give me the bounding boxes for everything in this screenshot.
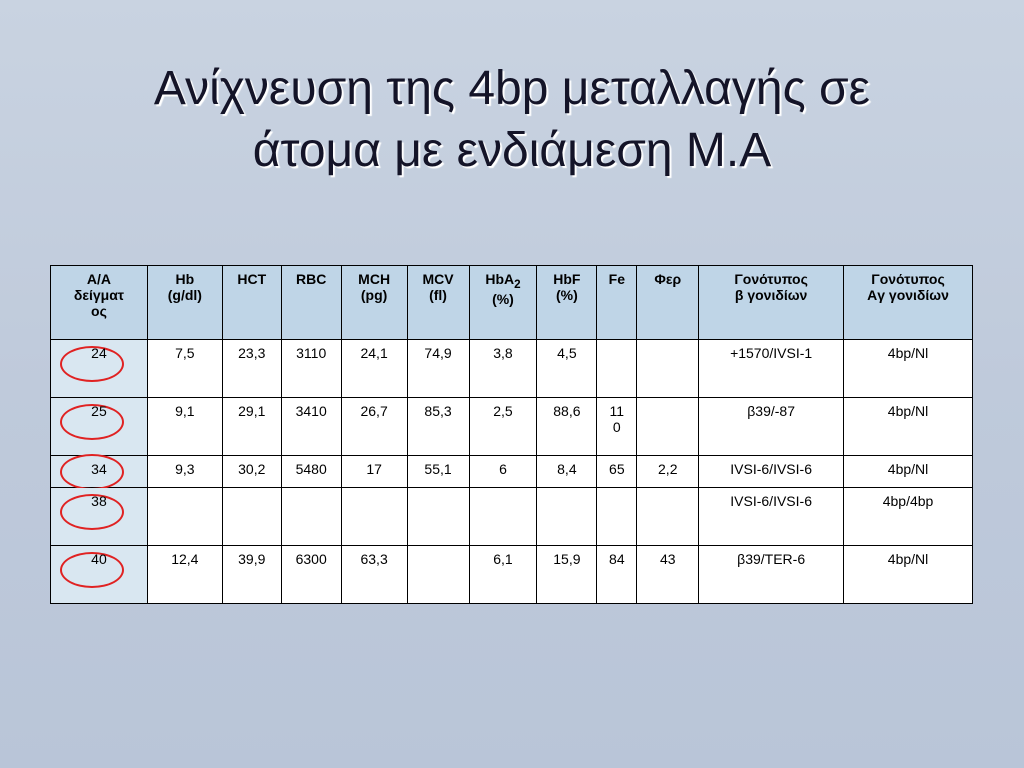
slide-title-line-2: άτομα με ενδιάμεση Μ.Α: [252, 124, 772, 177]
cell-fe-line-1: 84: [609, 551, 625, 567]
slide-title-line-1: Ανίχνευση της 4bp μεταλλαγής σε: [153, 62, 871, 115]
header-aa-line-3: ος: [91, 303, 107, 319]
cell-hb: 12,4: [147, 546, 222, 604]
header-hb-line-2: (g/dl): [167, 287, 202, 303]
header-hb: [147, 266, 222, 340]
header-mcv: [407, 266, 469, 340]
cell-hb: 7,5: [147, 340, 222, 398]
cell-hbf: [537, 488, 597, 546]
cell-mcv: [407, 488, 469, 546]
header-beta-line-1: Γονότυπος: [734, 271, 808, 287]
header-beta-line-2: β γονιδίων: [734, 287, 808, 303]
cell-fer: 2,2: [637, 456, 699, 488]
cell-mch: [341, 488, 407, 546]
cell-mch: 17: [341, 456, 407, 488]
header-hba2: [469, 266, 537, 340]
cell-hba2: [469, 488, 537, 546]
header-row: [51, 266, 973, 340]
cell-mch: 26,7: [341, 398, 407, 456]
cell-aa: [51, 456, 148, 488]
cell-aa: [51, 340, 148, 398]
cell-hct: 39,9: [222, 546, 281, 604]
cell-mcv: 55,1: [407, 456, 469, 488]
cell-rbc: 3410: [281, 398, 341, 456]
header-mcv-line-1: MCV: [422, 271, 454, 287]
header-hba2-main: HbA: [485, 271, 515, 287]
cell-beta-genotype: +1570/IVSI-1: [699, 340, 844, 398]
cell-aa-value: 40: [91, 551, 107, 567]
cell-agamma-genotype: 4bp/4bp: [844, 488, 973, 546]
cell-hbf: 15,9: [537, 546, 597, 604]
header-hbf-line-2: (%): [555, 287, 578, 303]
header-mch-line-2: (pg): [360, 287, 388, 303]
cell-rbc: [281, 488, 341, 546]
cell-agamma-genotype: 4bp/Nl: [844, 546, 973, 604]
cell-fe: [597, 398, 637, 456]
cell-mcv: 74,9: [407, 340, 469, 398]
cell-fe-line-1: 11: [609, 403, 625, 419]
header-aa-line-1: Α/Α: [86, 271, 111, 287]
data-table: [50, 265, 973, 604]
header-hb-line-1: Hb: [175, 271, 195, 287]
header-hba2-subscript: 2: [514, 277, 521, 291]
cell-mcv: [407, 546, 469, 604]
header-agamma-line-1: Γονότυπος: [871, 271, 945, 287]
header-hbf: [537, 266, 597, 340]
table-row: [51, 398, 973, 456]
header-beta-genotype: [699, 266, 844, 340]
cell-fe-line-1: 65: [609, 461, 625, 477]
header-mcv-line-2: (fl): [429, 287, 447, 303]
cell-hbf: 8,4: [537, 456, 597, 488]
cell-hct: 23,3: [222, 340, 281, 398]
table-row: [51, 456, 973, 488]
cell-hb: 9,3: [147, 456, 222, 488]
header-aa: [51, 266, 148, 340]
cell-hct: 29,1: [222, 398, 281, 456]
cell-aa: [51, 546, 148, 604]
cell-hba2: 6,1: [469, 546, 537, 604]
cell-hba2: 3,8: [469, 340, 537, 398]
cell-aa-value: 25: [91, 403, 107, 419]
table-row: [51, 488, 973, 546]
cell-hct: [222, 488, 281, 546]
cell-aa: [51, 488, 148, 546]
header-aa-line-2: δείγματ: [73, 287, 125, 303]
cell-fe: [597, 456, 637, 488]
cell-beta-genotype: IVSI-6/IVSI-6: [699, 456, 844, 488]
cell-fer: 43: [637, 546, 699, 604]
cell-fer: [637, 340, 699, 398]
cell-aa-value: 34: [91, 461, 107, 477]
cell-hb: [147, 488, 222, 546]
header-hct: HCT: [222, 266, 281, 340]
header-mch: [341, 266, 407, 340]
cell-fer: [637, 488, 699, 546]
cell-beta-genotype: β39/TER-6: [699, 546, 844, 604]
header-rbc: RBC: [281, 266, 341, 340]
header-agamma-line-2: Aγ γονιδίων: [867, 287, 949, 303]
table-row: [51, 340, 973, 398]
cell-aa-value: 38: [91, 493, 107, 509]
cell-fer: [637, 398, 699, 456]
cell-hba2: 6: [469, 456, 537, 488]
slide-title: [0, 58, 1024, 182]
cell-beta-genotype: IVSI-6/IVSI-6: [699, 488, 844, 546]
cell-agamma-genotype: 4bp/Nl: [844, 398, 973, 456]
header-hba2-line-1: [472, 271, 535, 291]
cell-hbf: 4,5: [537, 340, 597, 398]
table-row: [51, 546, 973, 604]
cell-hba2: 2,5: [469, 398, 537, 456]
header-hba2-line-2: (%): [492, 290, 514, 307]
cell-agamma-genotype: 4bp/Nl: [844, 340, 973, 398]
cell-rbc: 3110: [281, 340, 341, 398]
cell-mch: 24,1: [341, 340, 407, 398]
cell-mcv: 85,3: [407, 398, 469, 456]
cell-aa-value: 24: [91, 345, 107, 361]
cell-fe: [597, 340, 637, 398]
cell-hbf: 88,6: [537, 398, 597, 456]
header-fe: Fe: [597, 266, 637, 340]
cell-fe: [597, 488, 637, 546]
cell-aa: [51, 398, 148, 456]
header-hbf-line-1: HbF: [553, 271, 581, 287]
cell-agamma-genotype: 4bp/Nl: [844, 456, 973, 488]
cell-hb: 9,1: [147, 398, 222, 456]
cell-beta-genotype: β39/-87: [699, 398, 844, 456]
cell-rbc: 6300: [281, 546, 341, 604]
header-fer: Φερ: [637, 266, 699, 340]
cell-hct: 30,2: [222, 456, 281, 488]
cell-fe: [597, 546, 637, 604]
header-agamma-genotype: [844, 266, 973, 340]
cell-mch: 63,3: [341, 546, 407, 604]
cell-rbc: 5480: [281, 456, 341, 488]
cell-fe-line-2: 0: [612, 419, 621, 435]
header-mch-line-1: MCH: [358, 271, 391, 287]
